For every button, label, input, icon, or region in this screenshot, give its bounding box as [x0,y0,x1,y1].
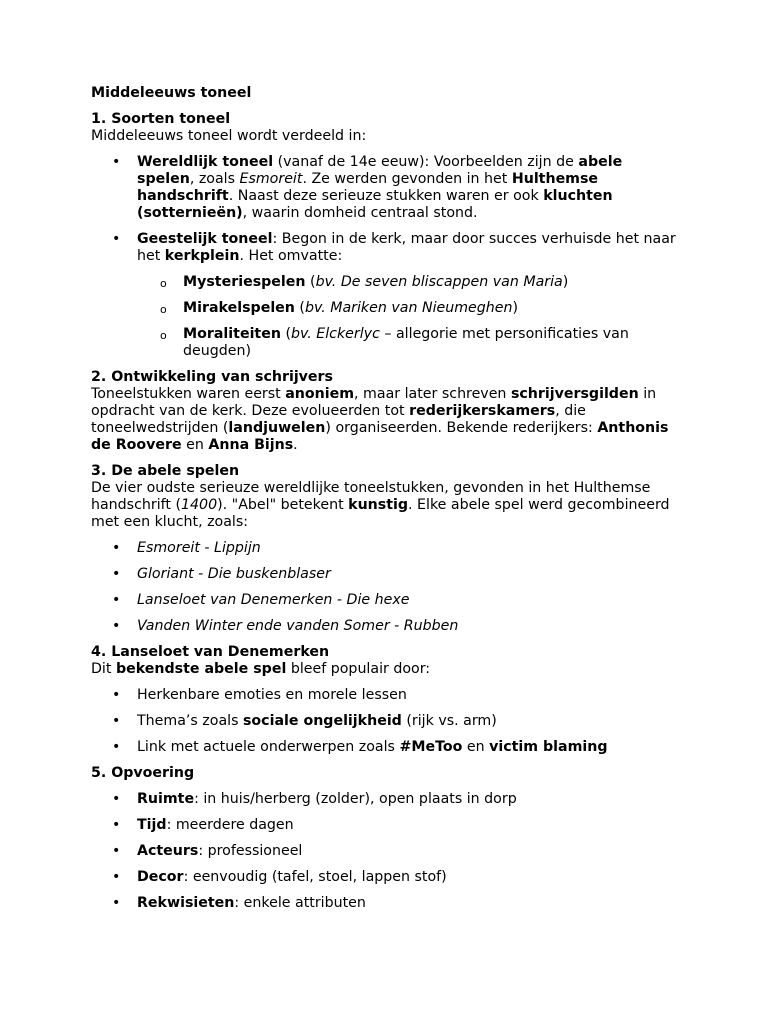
list-item [91,869,681,886]
bullet-list [91,154,681,360]
text-run: ( [305,274,316,290]
text-run: , die toneelwedstrijden ( [91,403,586,436]
section-soorten-toneel [91,111,681,360]
bold-text: schrijversgilden [510,386,639,402]
text-run: . Elke abele spel werd gecombineerd met een klucht, zoals: [91,497,670,530]
text-run: . Het omvatte: [239,248,343,264]
document-title: Middeleeuws toneel [91,85,252,101]
italic-text: 1400 [181,497,218,513]
text-run: . [293,437,298,453]
opvoering-list [91,791,681,912]
list-item [91,791,681,808]
bullet-item-wereldlijk-toneel [91,154,681,222]
bold-text: Anthonis de Roovere [91,420,669,453]
bold-text: Geestelijk toneel [137,231,273,247]
text-run: , maar later schreven [354,386,511,402]
bold-text: Moraliteiten [183,326,281,342]
text-run: ( [294,300,305,316]
italic-text: bv. Mariken van Nieumeghen [304,300,513,316]
text-run: ( [280,326,291,342]
text-run: Thema’s zoals [137,713,243,729]
bullet-text [137,231,681,265]
bold-text: kerkplein [164,248,240,264]
text-run: en [181,437,209,453]
bold-text: kunstig [348,497,409,513]
bold-text: sociale ongelijkheid [242,713,402,729]
text-run: De vier oudste serieuze wereldlijke toneelstukken, gevonden in het Hulthemse handschrift ( [91,480,651,513]
text-run: (vanaf de 14e eeuw): Voorbeelden zijn de [273,154,579,170]
bold-text: Mirakelspelen [183,300,295,316]
sub-item-moraliteiten [137,326,681,360]
list-item [91,540,681,557]
item-label: Ruimte [137,791,195,807]
bold-text: landjuwelen [228,420,326,436]
item-text: : eenvoudig (tafel, stoel, lappen stof) [183,869,447,885]
abele-spelen-list [91,540,681,635]
section-paragraph [91,661,681,678]
italic-text: Esmoreit [239,171,303,187]
item-label: Acteurs [137,843,199,859]
list-item [91,713,681,730]
text-run: Dit [91,661,116,677]
text-run: . Naast deze serieuze stukken waren er ook [228,188,544,204]
text-run: Toneelstukken waren eerst [91,386,286,402]
sub-item-mirakelspelen [137,300,681,317]
text-run: Herkenbare emoties en morele lessen [137,687,407,703]
list-item [91,687,681,704]
section-opvoering [91,765,681,912]
bold-text: victim blaming [489,739,608,755]
text-run: en [462,739,490,755]
section-ontwikkeling-schrijvers [91,369,681,454]
section-paragraph [91,386,681,454]
bold-text: abele spelen [137,154,623,187]
item-text: : meerdere dagen [166,817,294,833]
item-text: : in huis/herberg (zolder), open plaats in dorp [194,791,517,807]
text-run: ) [562,274,569,290]
text-run: Link met actuele onderwerpen zoals [137,739,400,755]
section-heading: 2. Ontwikkeling van schrijvers [91,369,333,385]
bold-text: bekendste abele spel [115,661,287,677]
list-item [91,843,681,860]
section-heading: 1. Soorten toneel [91,111,231,127]
item-label: Tijd [137,817,167,833]
play-title: Lanseloet van Denemerken - Die hexe [137,592,410,608]
italic-text: bv. De seven bliscappen van Maria [315,274,563,290]
italic-text: bv. Elckerlyc [290,326,380,342]
list-item [91,817,681,834]
play-title: Esmoreit - Lippijn [137,540,261,556]
text-run: . Ze werden gevonden in het [302,171,512,187]
bold-text: Wereldlijk toneel [137,154,274,170]
list-item [91,618,681,635]
section-heading: 3. De abele spelen [91,463,240,479]
section-heading: 5. Opvoering [91,765,195,781]
item-label: Decor [137,869,184,885]
text-run: , zoals [189,171,240,187]
play-title: Gloriant - Die buskenblaser [137,566,331,582]
bold-text: rederijkerskamers [409,403,556,419]
section-lanseloet [91,644,681,756]
text-run: in opdracht van de kerk. Deze evolueerden tot [91,386,657,419]
text-run: ) [512,300,519,316]
bold-text: kluchten (sotternieën) [137,188,613,221]
bold-text: Hulthemse handschrift [137,171,599,204]
text-run: , waarin domheid centraal stond. [242,205,478,221]
text-run: bleef populair door: [286,661,431,677]
text-run: (rijk vs. arm) [401,713,497,729]
text-run: – allegorie met personificaties van deugden) [183,326,629,359]
bold-text: Mysteriespelen [183,274,306,290]
list-item [91,566,681,583]
bold-text: anoniem [285,386,355,402]
bullet-item-geestelijk-toneel [91,231,681,360]
section-paragraph [91,480,681,531]
sub-item-mysteriespelen [137,274,681,291]
document-content [91,85,681,921]
bold-text: Anna Bijns [208,437,294,453]
item-text: : enkele attributen [234,895,366,911]
bold-text: #MeToo [399,739,463,755]
section-heading: 4. Lanseloet van Denemerken [91,644,330,660]
item-text: : professioneel [198,843,303,859]
text-run: ). "Abel" betekent [217,497,349,513]
list-item [91,592,681,609]
sub-bullet-list [137,274,681,360]
text-run: ) organiseerden. Bekende rederijkers: [325,420,598,436]
bullet-list [91,687,681,756]
section-abele-spelen [91,463,681,635]
list-item [91,739,681,756]
list-item [91,895,681,912]
play-title: Vanden Winter ende vanden Somer - Rubben [137,618,459,634]
text-run: : Begon in de kerk, maar door succes verhuisde het naar het [137,231,676,264]
section-intro: Middeleeuws toneel wordt verdeeld in: [91,128,367,144]
item-label: Rekwisieten [137,895,235,911]
